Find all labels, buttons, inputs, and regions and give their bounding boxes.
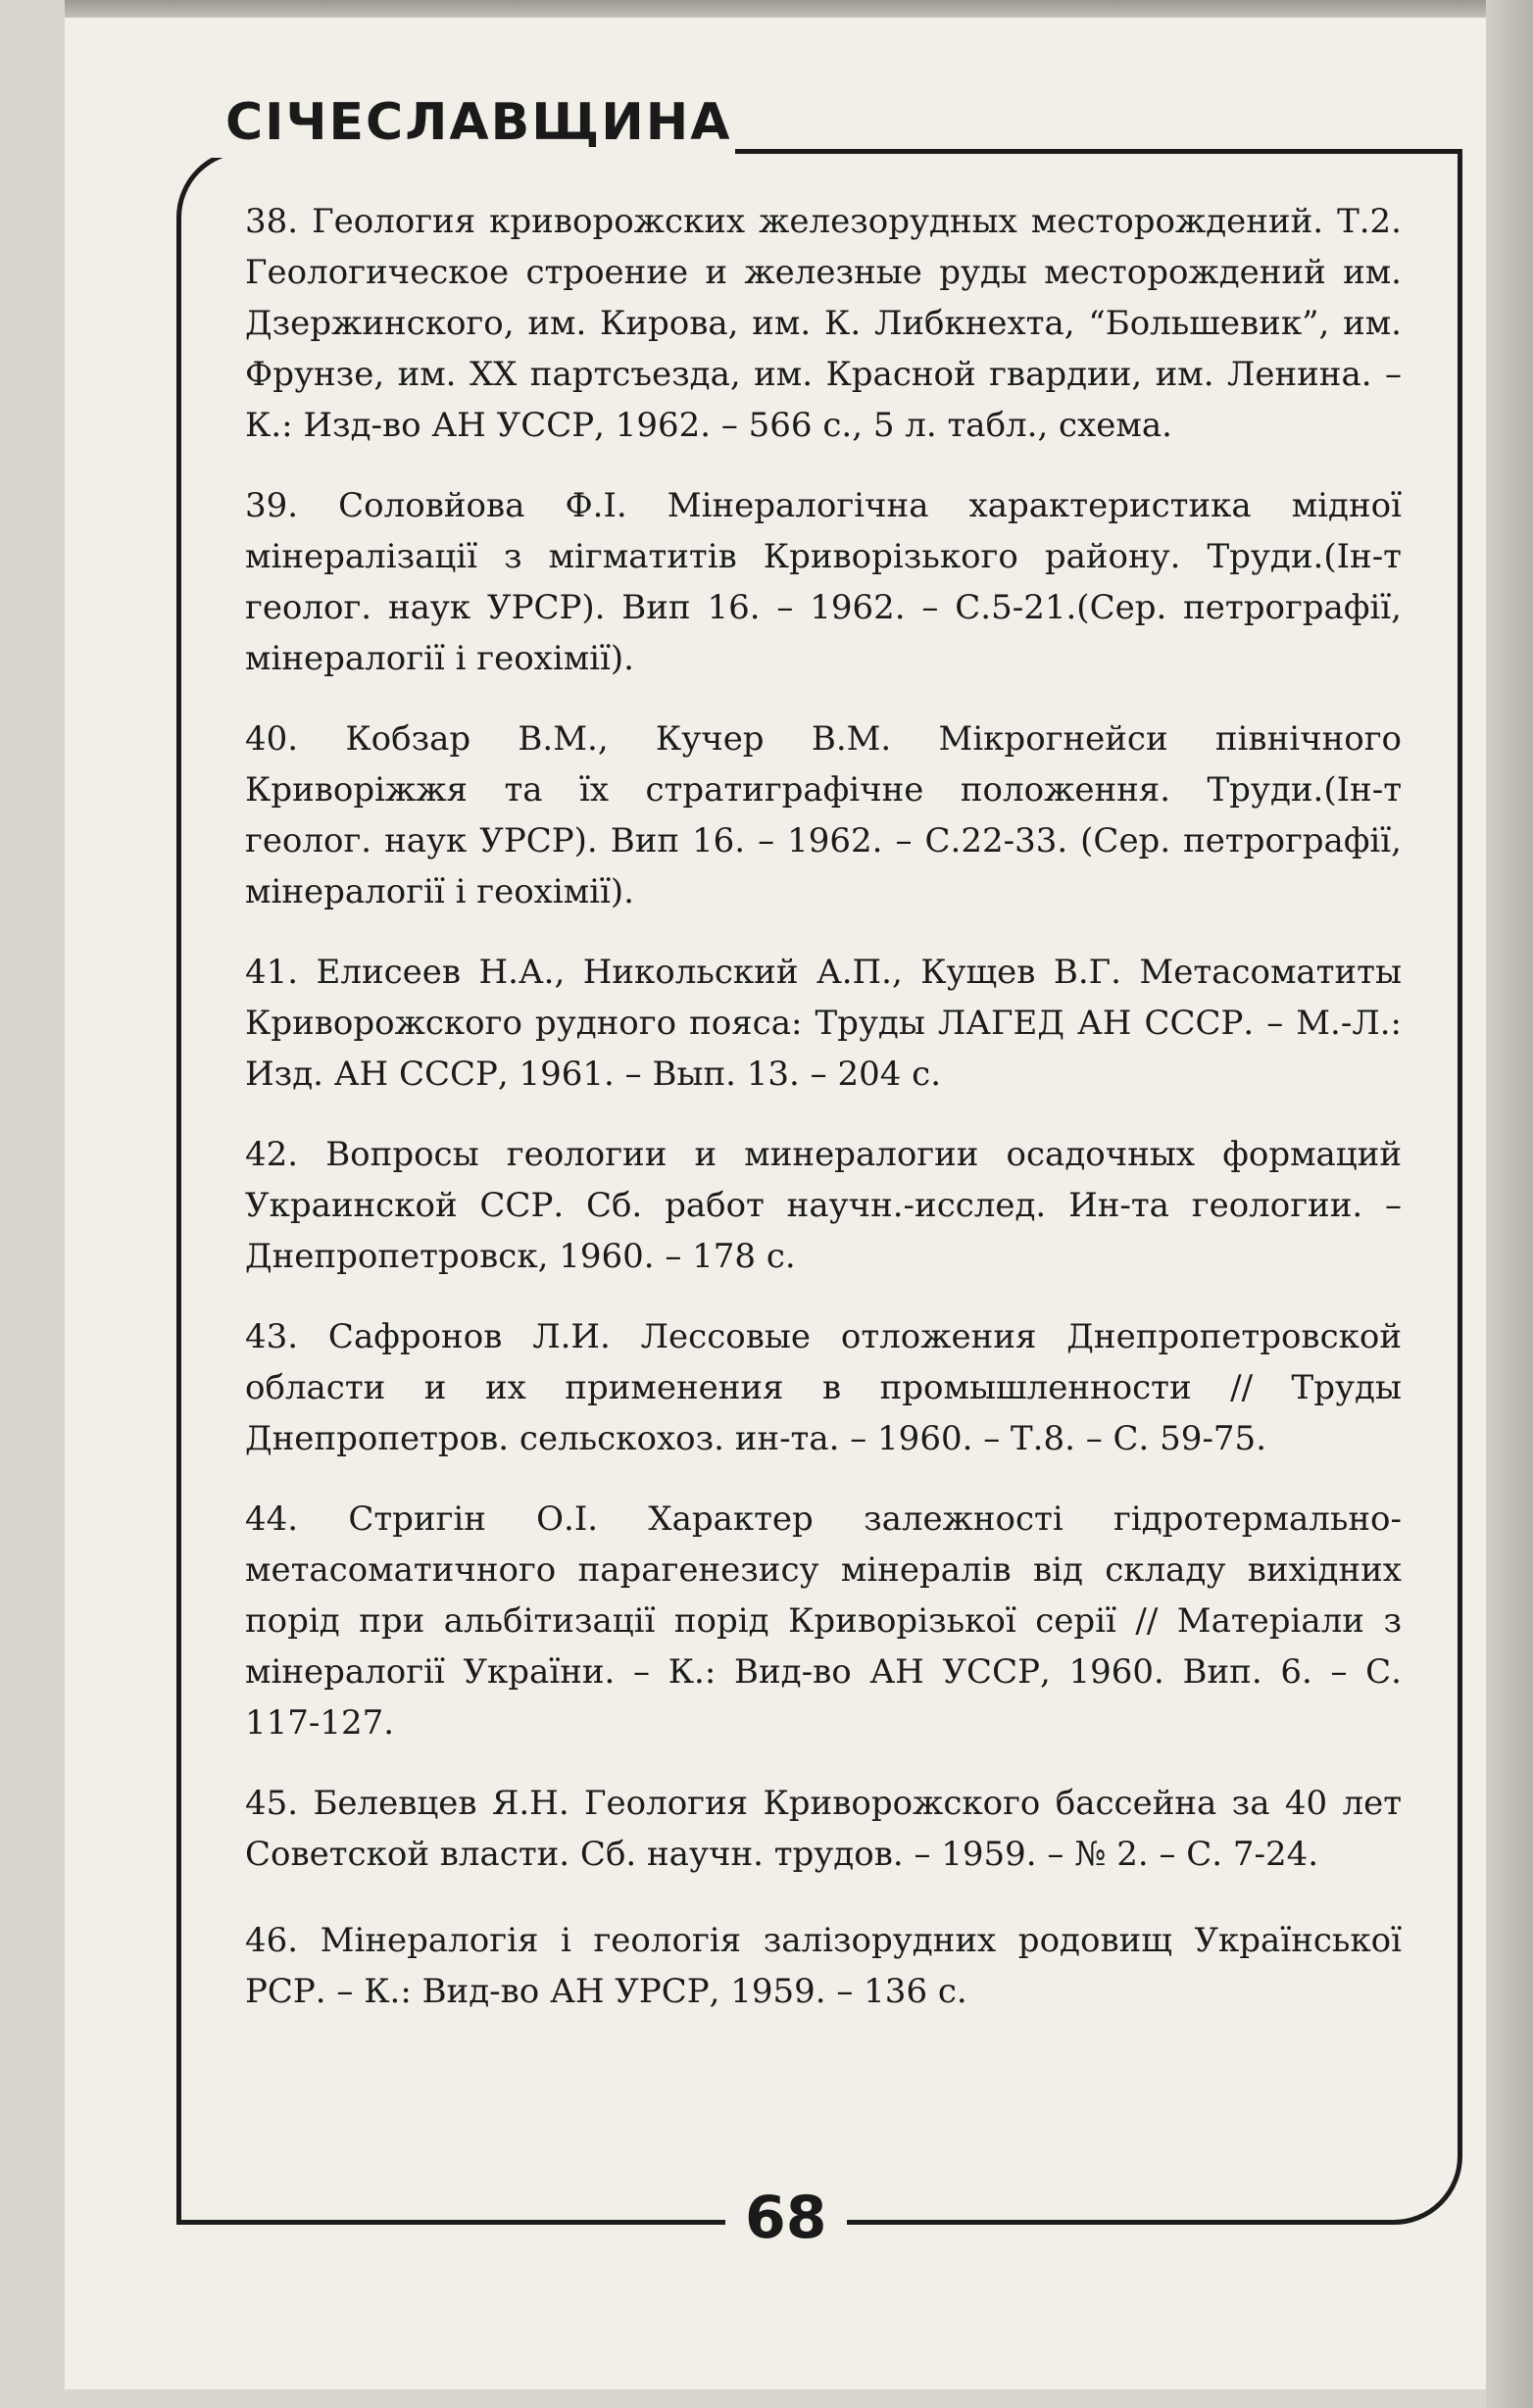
bibliography-list [245,196,1402,2046]
bibliography-entry-44: 44. Стригін О.І. Характер залежності гідротермально-метасоматичного парагенезису мінералів від складу вихідних порід при альбітизації порід Криворізької серії // Матеріали з мінералогії України. – К.: Вид-во АН УССР, 1960. Вип. 6. – С. 117-127. [245,1499,1402,1743]
header-logo: СІЧЕСЛАВЩИНА [225,93,732,152]
bibliography-entry-38: 38. Геология криворожских железорудных месторождений. Т.2. Геологическое строение и железные руды месторождений им. Дзержинского, им. Кирова, им. К. Либкнехта, “Большевик”, им. Фрунзе, им. XX партсъезда, им. Красной гвардии, им. Ленина. – К.: Изд-во АН УССР, 1962. – 566 с., 5 л. табл., схема. [245,202,1402,445]
bibliography-entry-43: 43. Сафронов Л.И. Лессовые отложения Днепропетровской области и их применения в промышленности // Труды Днепропетров. сельскохоз. ин-та. – 1960. – Т.8. – С. 59-75. [245,1317,1402,1458]
bibliography-entry-46: 46. Мінералогія і геологія залізорудних родовищ Української РСР. – К.: Вид-во АН УРСР, 1959. – 136 с. [245,1921,1402,2011]
bibliography-entry-41: 41. Елисеев Н.А., Никольский А.П., Кущев В.Г. Метасоматиты Криворожского рудного пояса: Труды ЛАГЕД АН СССР. – М.-Л.: Изд. АН СССР, 1961. – Вып. 13. – 204 с. [245,953,1402,1094]
bibliography-entry-39: 39. Соловйова Ф.І. Мінералогічна характеристика мідної мінералізації з мігматитів Криворізького району. Труди.(Ін-т геолог. наук УРСР). Вип 16. – 1962. – С.5-21.(Сер. петрографії, мінералогії і геохімії). [245,486,1402,678]
page-number: 68 [725,2184,847,2252]
bibliography-entry-42: 42. Вопросы геологии и минералогии осадочных формаций Украинской ССР. Сб. работ научн.-исслед. Ин-та геологии. – Днепропетровск, 1960. – 178 с. [245,1135,1402,1276]
page-edge-shadow [1486,0,1533,2408]
bibliography-entry-40: 40. Кобзар В.М., Кучер В.М. Мікрогнейси північного Криворіжжя та їх стратиграфічне положення. Труди.(Ін-т геолог. наук УРСР). Вип 16. – 1962. – С.22-33. (Сер. петрографії, мінералогії і геохімії). [245,719,1402,911]
bibliography-entry-45: 45. Белевцев Я.Н. Геология Криворожского бассейна за 40 лет Советской власти. Сб. научн. трудов. – 1959. – № 2. – С. 7-24. [245,1784,1402,1874]
